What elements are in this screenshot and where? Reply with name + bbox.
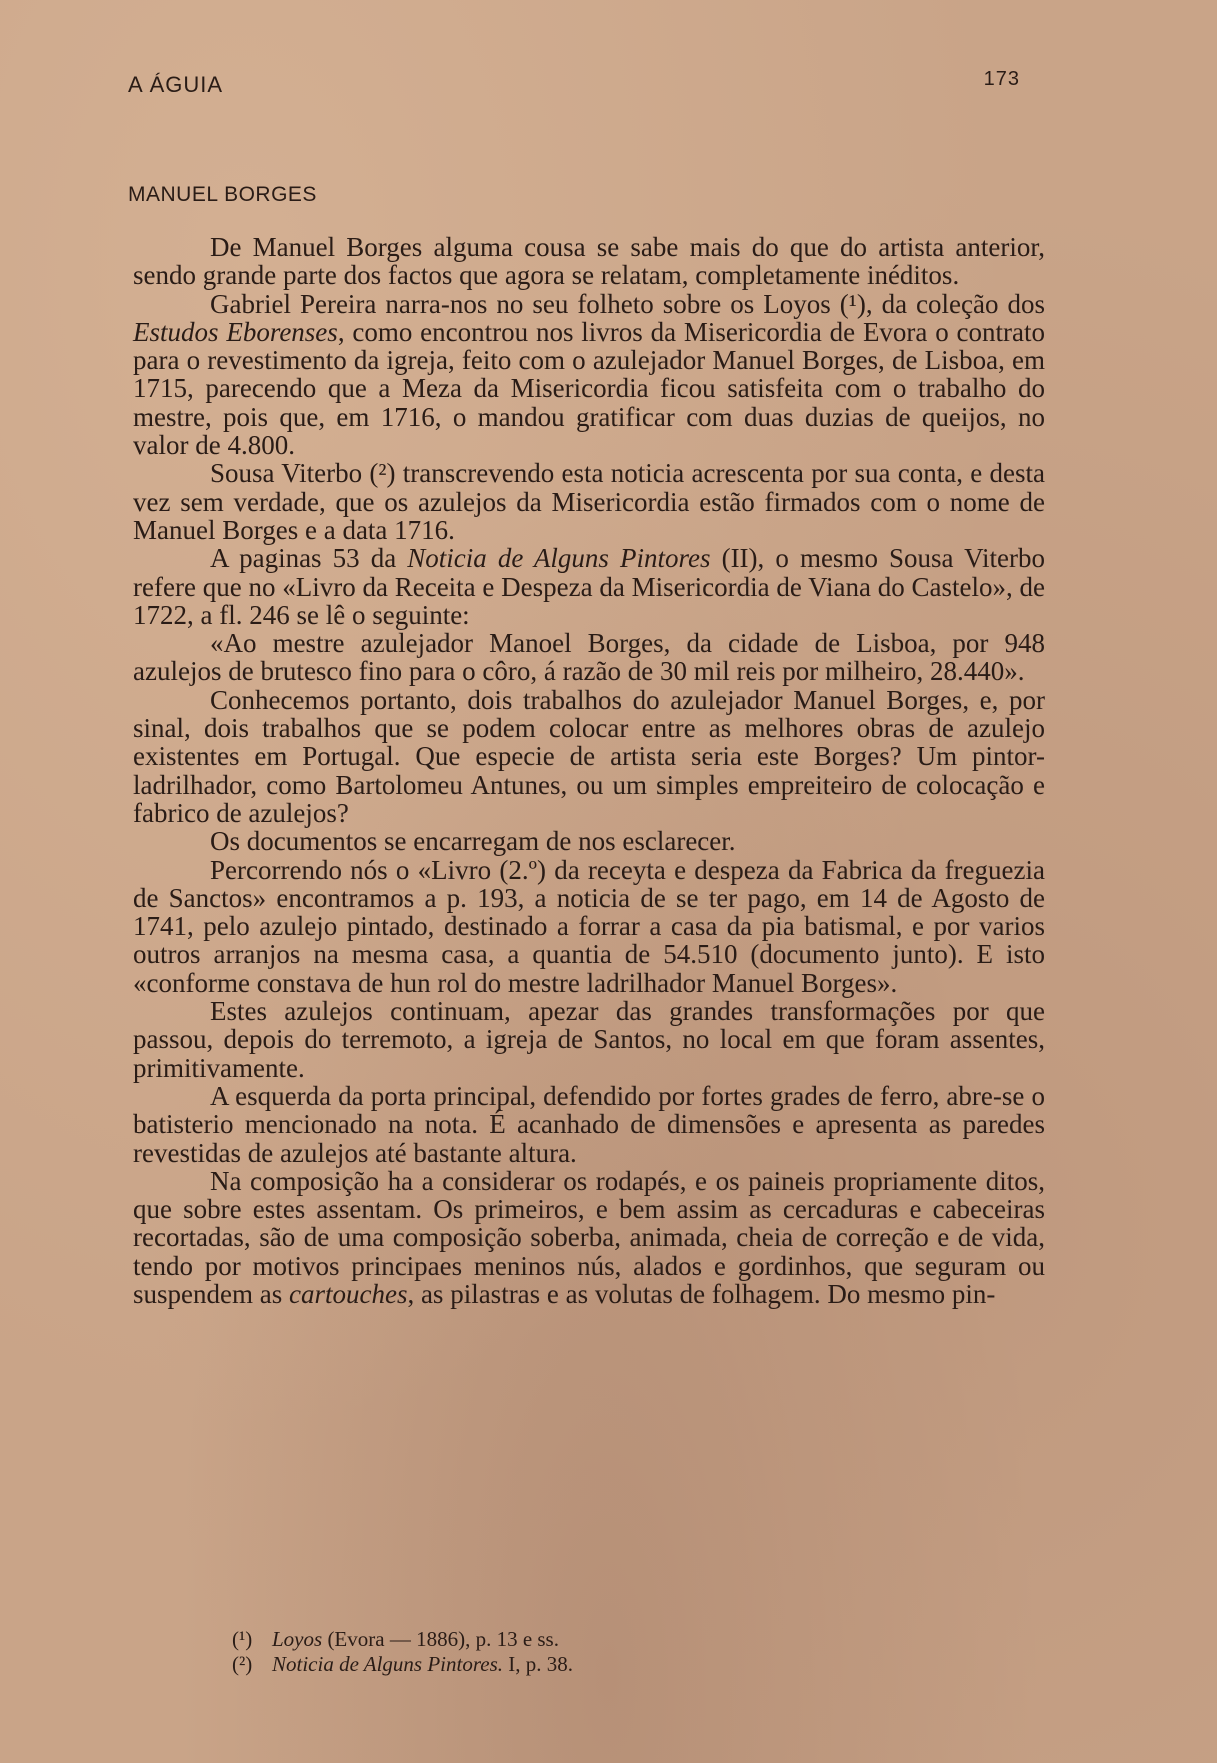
paragraph-10: A esquerda da porta principal, defendido por fortes grades de ferro, abre-se o batisterio mencionado na nota. É acanhado de dimensões e apresenta as paredes revestidas de azulejos até bastante altura. <box>133 1080 1045 1168</box>
paragraph-11: Na composição ha a considerar os rodapés, e os paineis propriamente ditos, que sobre estes assentam. Os primeiros, e bem assim as cercaduras e cabeceiras recortadas, são de uma composição soberba, animada, cheia de correção e de vida, tendo por motivos principaes meninos nús, alados e gordinhos, que seguram ou suspendem as cartouches, as pilastras e as volutas de folhagem. Do mesmo pin- <box>133 1165 1045 1309</box>
italic-word-cartouches: cartouches <box>288 1278 408 1309</box>
running-head <box>128 68 1020 98</box>
paragraph-7: Os documentos se encarregam de nos esclarecer. <box>210 826 736 857</box>
footnotes <box>232 1627 932 1677</box>
footnote-1-mark: (¹) <box>232 1627 253 1651</box>
paragraph-6: Conhecemos portanto, dois trabalhos do azulejador Manuel Borges, e, por sinal, dois trabalhos que se podem colocar entre as melhores obras de azulejo existentes em Portugal. Que especie de artista seria este Borges? Um pintor-ladrilhador, como Bartolomeu Antunes, ou um simples empreiteiro de colocação e fabrico de azulejos? <box>133 684 1045 828</box>
footnote-2-rest: I, p. 38. <box>503 1652 573 1676</box>
footnote-1 <box>232 1627 932 1652</box>
paragraph-8: Percorrendo nós o «Livro (2.º) da receyta e despeza da Fabrica da freguezia de Sanctos» encontramos a p. 193, a noticia de se ter pago, em 14 de Agosto de 1741, pelo azulejo pintado, destinado a forrar a casa da pia batismal, e por varios outros arranjos na mesma casa, a quantia de 54.510 (documento junto). E isto «conforme constava de hun rol do mestre ladrilhador Manuel Borges». <box>133 854 1045 998</box>
paragraph-3: Sousa Viterbo (²) transcrevendo esta noticia acrescenta por sua conta, e desta vez sem verdade, que os azulejos da Misericordia estão firmados com o nome de Manuel Borges e a data 1716. <box>133 458 1045 545</box>
italic-title-estudos-eborenses: Estudos Eborenses <box>133 316 338 347</box>
article-title: MANUEL BORGES <box>128 183 317 206</box>
paragraph-4: A paginas 53 da Noticia de Alguns Pintores (II), o mesmo Sousa Viterbo refere que no «Livro da Receita e Despeza da Misericordia de Viana do Castelo», de 1722, a fl. 246 se lê o seguinte: <box>133 543 1045 630</box>
paragraph-9: Estes azulejos continuam, apezar das grandes transformações por que passou, depois do terremoto, a igreja de Santos, no local em que foram assentes, primitivamente. <box>133 996 1045 1083</box>
paragraph-5-quote: «Ao mestre azulejador Manoel Borges, da cidade de Lisboa, por 948 azulejos de brutesco fino para o côro, á razão de 30 mil reis por milheiro, 28.440». <box>133 628 1045 687</box>
footnote-2-mark: (²) <box>232 1652 253 1676</box>
article-body <box>133 233 1045 1308</box>
paragraph-1: De Manuel Borges alguma cousa se sabe mais do que do artista anterior, sendo grande parte dos factos que agora se relatam, completamente inéditos. <box>133 232 1045 291</box>
footnote-2-title: Noticia de Alguns Pintores. <box>272 1652 503 1676</box>
footnote-2 <box>232 1652 932 1677</box>
footnote-1-title: Loyos <box>272 1627 323 1651</box>
italic-title-noticia: Noticia de Alguns Pintores <box>407 543 711 574</box>
page-number: 173 <box>983 68 1020 90</box>
footnote-1-rest: (Evora — 1886), p. 13 e ss. <box>322 1627 559 1651</box>
paragraph-2: Gabriel Pereira narra-nos no seu folheto sobre os Loyos (¹), da coleção dos Estudos Eborenses, como encontrou nos livros da Misericordia de Evora o contrato para o revestimento da igreja, feito com o azulejador Manuel Borges, de Lisboa, em 1715, parecendo que a Meza da Misericordia ficou satisfeita com o trabalho do mestre, pois que, em 1716, o mandou gratificar com duas duzias de queijos, no valor de 4.800. <box>133 288 1045 461</box>
journal-title: A ÁGUIA <box>128 72 224 97</box>
